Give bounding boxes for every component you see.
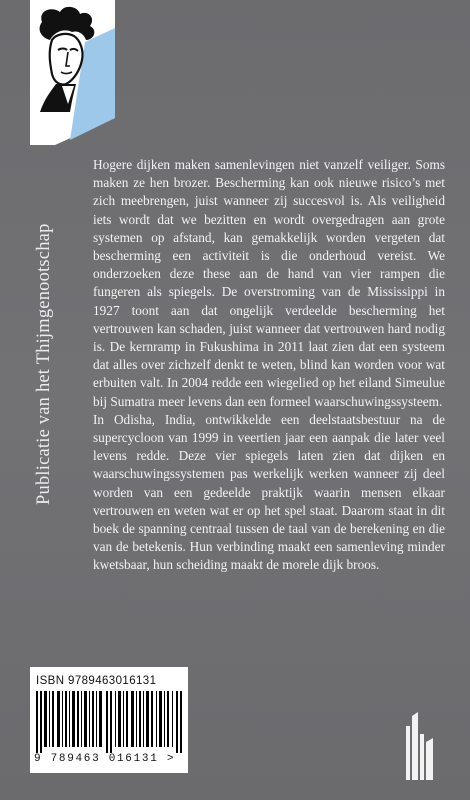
series-vertical-title: Publicatie van het Thijmgenootschap <box>34 223 54 505</box>
barcode-bars <box>36 691 184 753</box>
isbn-label: ISBN 9789463016131 <box>36 675 157 687</box>
blurb-paragraph: Hogere dijken maken samenlevingen niet vanzelf veiliger. Soms maken ze hen brozer. Bescherming kan ook nieuwe risico’s met zich meebrengen, juist wanneer zij succesvol is. Als veiligheid iets wordt dat we bezitten en wordt overgedragen aan grote systemen op afstand, kan gemakkelijk worden vergeten dat bescherming een activiteit is die onderhoud vereist. We onderzoeken deze these aan de hand van vier rampen die fungeren als spiegels. De overstroming van de Mississippi in 1927 toont aan dat ongelijk verdeelde bescherming het vertrouwen kan schaden, juist wanneer dat vertrouwen hard nodig is. De kernramp in Fukushima in 2011 laat zien dat een systeem dat alles over zichzelf denkt te weten, blind kan worden voor wat erbuiten valt. In 2004 redde een wiegelied op het eiland Simeulue bij Sumatra meer levens dan een formeel waarschuwingssysteem. <box>93 157 445 409</box>
barcode-digits: 9 789463 016131 > <box>34 753 176 765</box>
blurb-text <box>93 156 445 575</box>
portrait-logo-icon <box>30 0 130 145</box>
blurb-paragraph: In Odisha, India, ontwikkelde een deelstaatsbestuur na de supercycloon van 1999 in veertien jaar een aanpak die later veel levens redde. Deze vier spiegels laten zien dat dijken en waarschuwingssystemen pas werkelijk werken wanneer zij deel worden van een gedeelde praktijk waarin mensen elkaar vertrouwen en weten wat er op het spel staat. Daarom staat in dit boek de spanning centraal tussen de taal van de berekening en die van de betekenis. Hun verbinding maakt een samenleving minder kwetsbaar, hun scheiding maakt de morele dijk broos. <box>93 411 445 573</box>
publisher-mark-icon <box>400 712 440 780</box>
isbn-barcode <box>30 667 188 773</box>
